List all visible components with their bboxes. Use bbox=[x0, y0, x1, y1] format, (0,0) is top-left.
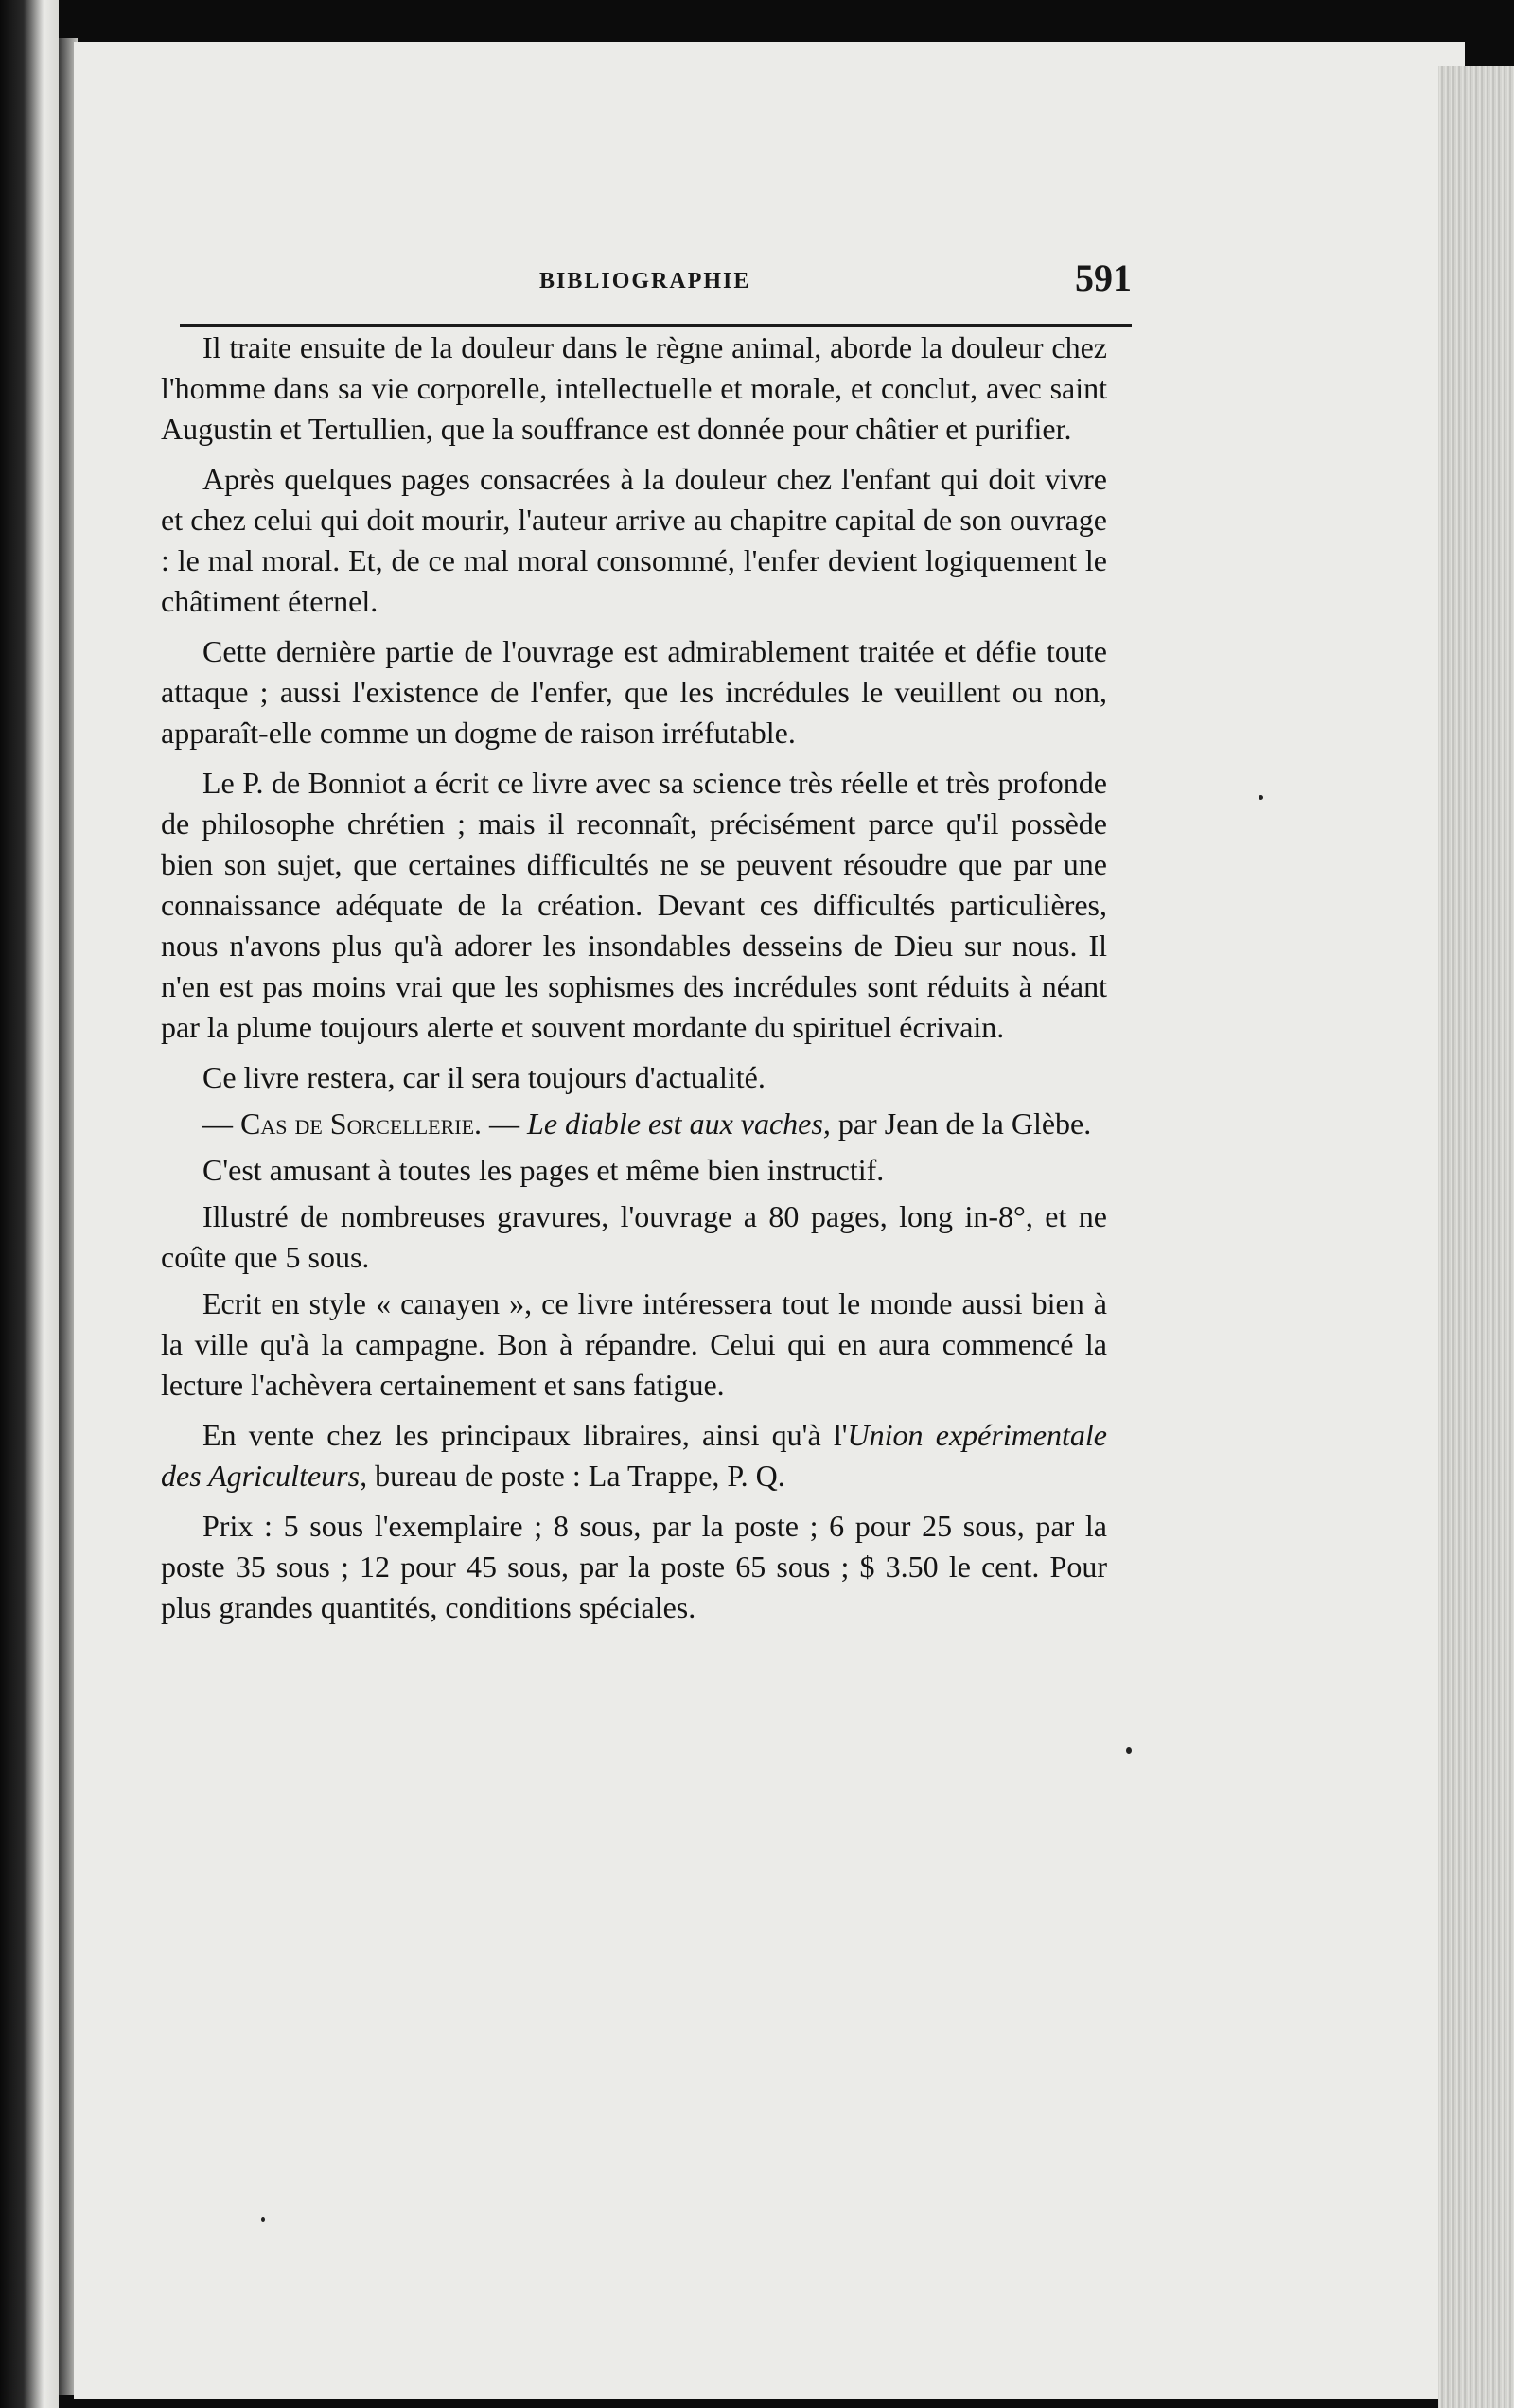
page-number: 591 bbox=[1075, 257, 1132, 299]
paragraph-amusant: C'est amusant à toutes les pages et même bien instructif. bbox=[202, 1153, 885, 1187]
vente-text-b: bureau de poste : La Trappe, P. Q. bbox=[375, 1459, 785, 1493]
dust-speck bbox=[261, 2217, 265, 2222]
page-body bbox=[161, 328, 1107, 1638]
section-lead: — Cas de Sorcellerie. — bbox=[202, 1107, 520, 1141]
page-stack-edge bbox=[1438, 66, 1514, 2408]
dust-speck bbox=[1259, 795, 1263, 800]
paragraph-prix: Prix : 5 sous l'exemplaire ; 8 sous, par la poste ; 6 pour 25 sous, par la poste 35 sous ; 12 pour 45 sous, par la poste 65 sous ; $ 3.50 le cent. Pour plus grandes quantités, conditions spéciales. bbox=[161, 1509, 1107, 1624]
book-title: Le diable est aux vaches, bbox=[527, 1107, 831, 1141]
dust-speck bbox=[1126, 1747, 1132, 1754]
vente-text-a: En vente chez les principaux libraires, ainsi qu'à l' bbox=[202, 1418, 848, 1452]
union-name: Union expérimentale des Agriculteurs, bbox=[161, 1418, 1108, 1493]
background-corner bbox=[1465, 0, 1514, 66]
paragraph-style: Ecrit en style « canayen », ce livre intéressera tout le monde aussi bien à la ville qu'à la campagne. Bon à répandre. Celui qui en aura commencé la lecture l'achèvera certainement et sans fatigue. bbox=[161, 1286, 1107, 1402]
page-header bbox=[180, 248, 1132, 327]
paragraph-enfer: Cette dernière partie de l'ouvrage est admirablement traitée et défie toute attaque ; aussi l'existence de l'enfer, que les incrédules le veuillent ou non, apparaît-elle comme un dogme de raison irréfutable. bbox=[161, 634, 1107, 750]
paragraph-actualite: Ce livre restera, car il sera toujours d'actualité. bbox=[202, 1060, 766, 1094]
paragraph-douleur: Il traite ensuite de la douleur dans le règne animal, aborde la douleur chez l'homme dans sa vie corporelle, intellectuelle et morale, et conclut, avec saint Augustin et Tertullien, que la souffrance est donnée pour châtier et purifier. bbox=[161, 330, 1107, 446]
paragraph-illustre: Illustré de nombreuses gravures, l'ouvrage a 80 pages, long in-8°, et ne coûte que 5 sous. bbox=[161, 1199, 1107, 1274]
running-title: BIBLIOGRAPHIE bbox=[539, 269, 751, 293]
paragraph-mal-moral: Après quelques pages consacrées à la douleur chez l'enfant qui doit vivre et chez celui qui doit mourir, l'auteur arrive au chapitre capital de son ouvrage : le mal moral. Et, de ce mal moral consommé, l'enfer devient logiquement le châtiment éternel. bbox=[161, 462, 1107, 618]
book-spine-shadow bbox=[0, 0, 59, 2408]
paragraph-vente bbox=[161, 1415, 1107, 1496]
paragraph-bonniot: Le P. de Bonniot a écrit ce livre avec sa science très réelle et très profonde de philosophe chrétien ; mais il reconnaît, précisément parce qu'il possède bien son sujet, que certaines difficultés ne se peuvent résoudre que par une connaissance adéquate de la création. Devant ces difficultés particulières, nous n'avons plus qu'à adorer les insondables desseins de Dieu sur nous. Il n'en est pas moins vrai que les sophismes des incrédules sont réduits à néant par la plume toujours alerte et souvent mordante du spirituel écrivain. bbox=[161, 766, 1107, 1044]
paragraph-sorcellerie bbox=[161, 1104, 1107, 1144]
book-author: par Jean de la Glèbe. bbox=[837, 1107, 1092, 1141]
